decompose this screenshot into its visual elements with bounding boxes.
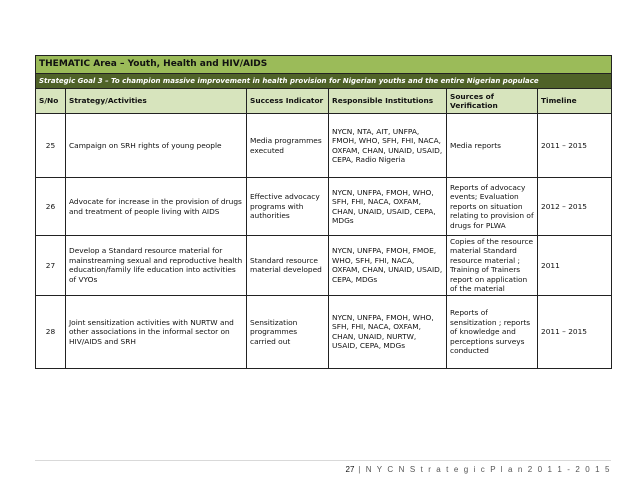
cell-indicator: Effective advocacy programs with authorities xyxy=(247,178,329,236)
strategic-goal-title: Strategic Goal 3 – To champion massive improvement in health provision for Nigerian youths and the entire Nigerian populace xyxy=(36,74,612,89)
header-strategy: Strategy/Activities xyxy=(66,89,247,114)
header-indicator: Success Indicator xyxy=(247,89,329,114)
cell-strategy: Advocate for increase in the provision of drugs and treatment of people living with AIDS xyxy=(66,178,247,236)
theme-row xyxy=(36,56,612,74)
cell-sources: Reports of advocacy events; Evaluation reports on situation relating to provision of drugs for PLWA xyxy=(447,178,538,236)
header-institutions: Responsible Institutions xyxy=(329,89,447,114)
cell-sno: 28 xyxy=(36,295,66,368)
footer-text: N Y C N S t r a t e g i c P l a n 2 0 1 1 - 2 0 1 5 xyxy=(365,465,611,474)
cell-sources: Media reports xyxy=(447,114,538,178)
strategy-table xyxy=(35,55,612,369)
table-row xyxy=(36,178,612,236)
cell-indicator: Sensitization programmes carried out xyxy=(247,295,329,368)
cell-institutions: NYCN, UNFPA, FMOH, WHO, SFH, FHI, NACA, OXFAM, CHAN, UNAID, NURTW, USAID, CEPA, MDGs xyxy=(329,295,447,368)
cell-institutions: NYCN, NTA, AIT, UNFPA, FMOH, WHO, SFH, FHI, NACA, OXFAM, CHAN, UNAID, USAID, CEPA, Radio Nigeria xyxy=(329,114,447,178)
footer-divider xyxy=(35,460,611,461)
table-row xyxy=(36,236,612,296)
cell-timeline: 2011 xyxy=(538,236,612,296)
cell-timeline: 2012 – 2015 xyxy=(538,178,612,236)
footer-separator: | xyxy=(358,465,362,474)
cell-indicator: Standard resource material developed xyxy=(247,236,329,296)
page-footer xyxy=(346,465,612,474)
cell-sources: Reports of sensitization ; reports of knowledge and perceptions surveys conducted xyxy=(447,295,538,368)
cell-timeline: 2011 – 2015 xyxy=(538,295,612,368)
thematic-area-title: THEMATIC Area – Youth, Health and HIV/AIDS xyxy=(36,56,612,74)
cell-sno: 27 xyxy=(36,236,66,296)
header-timeline: Timeline xyxy=(538,89,612,114)
header-row xyxy=(36,89,612,114)
cell-indicator: Media programmes executed xyxy=(247,114,329,178)
cell-institutions: NYCN, UNFPA, FMOH, FMOE, WHO, SFH, FHI, NACA, OXFAM, CHAN, UNAID, USAID, CEPA, MDGs xyxy=(329,236,447,296)
cell-sno: 26 xyxy=(36,178,66,236)
cell-sources: Copies of the resource material Standard resource material ; Training of Trainers report on application of the material xyxy=(447,236,538,296)
page-number: 27 xyxy=(345,465,355,474)
cell-institutions: NYCN, UNFPA, FMOH, WHO, SFH, FHI, NACA, OXFAM, CHAN, UNAID, USAID, CEPA, MDGs xyxy=(329,178,447,236)
goal-row xyxy=(36,74,612,89)
table-row xyxy=(36,295,612,368)
cell-timeline: 2011 – 2015 xyxy=(538,114,612,178)
table-row xyxy=(36,114,612,178)
cell-strategy: Campaign on SRH rights of young people xyxy=(66,114,247,178)
cell-strategy: Develop a Standard resource material for mainstreaming sexual and reproductive health education/family life education into activities of VYOs xyxy=(66,236,247,296)
cell-strategy: Joint sensitization activities with NURTW and other associations in the informal sector on HIV/AIDS and SRH xyxy=(66,295,247,368)
cell-sno: 25 xyxy=(36,114,66,178)
header-sno: S/No xyxy=(36,89,66,114)
header-sources: Sources of Verification xyxy=(447,89,538,114)
